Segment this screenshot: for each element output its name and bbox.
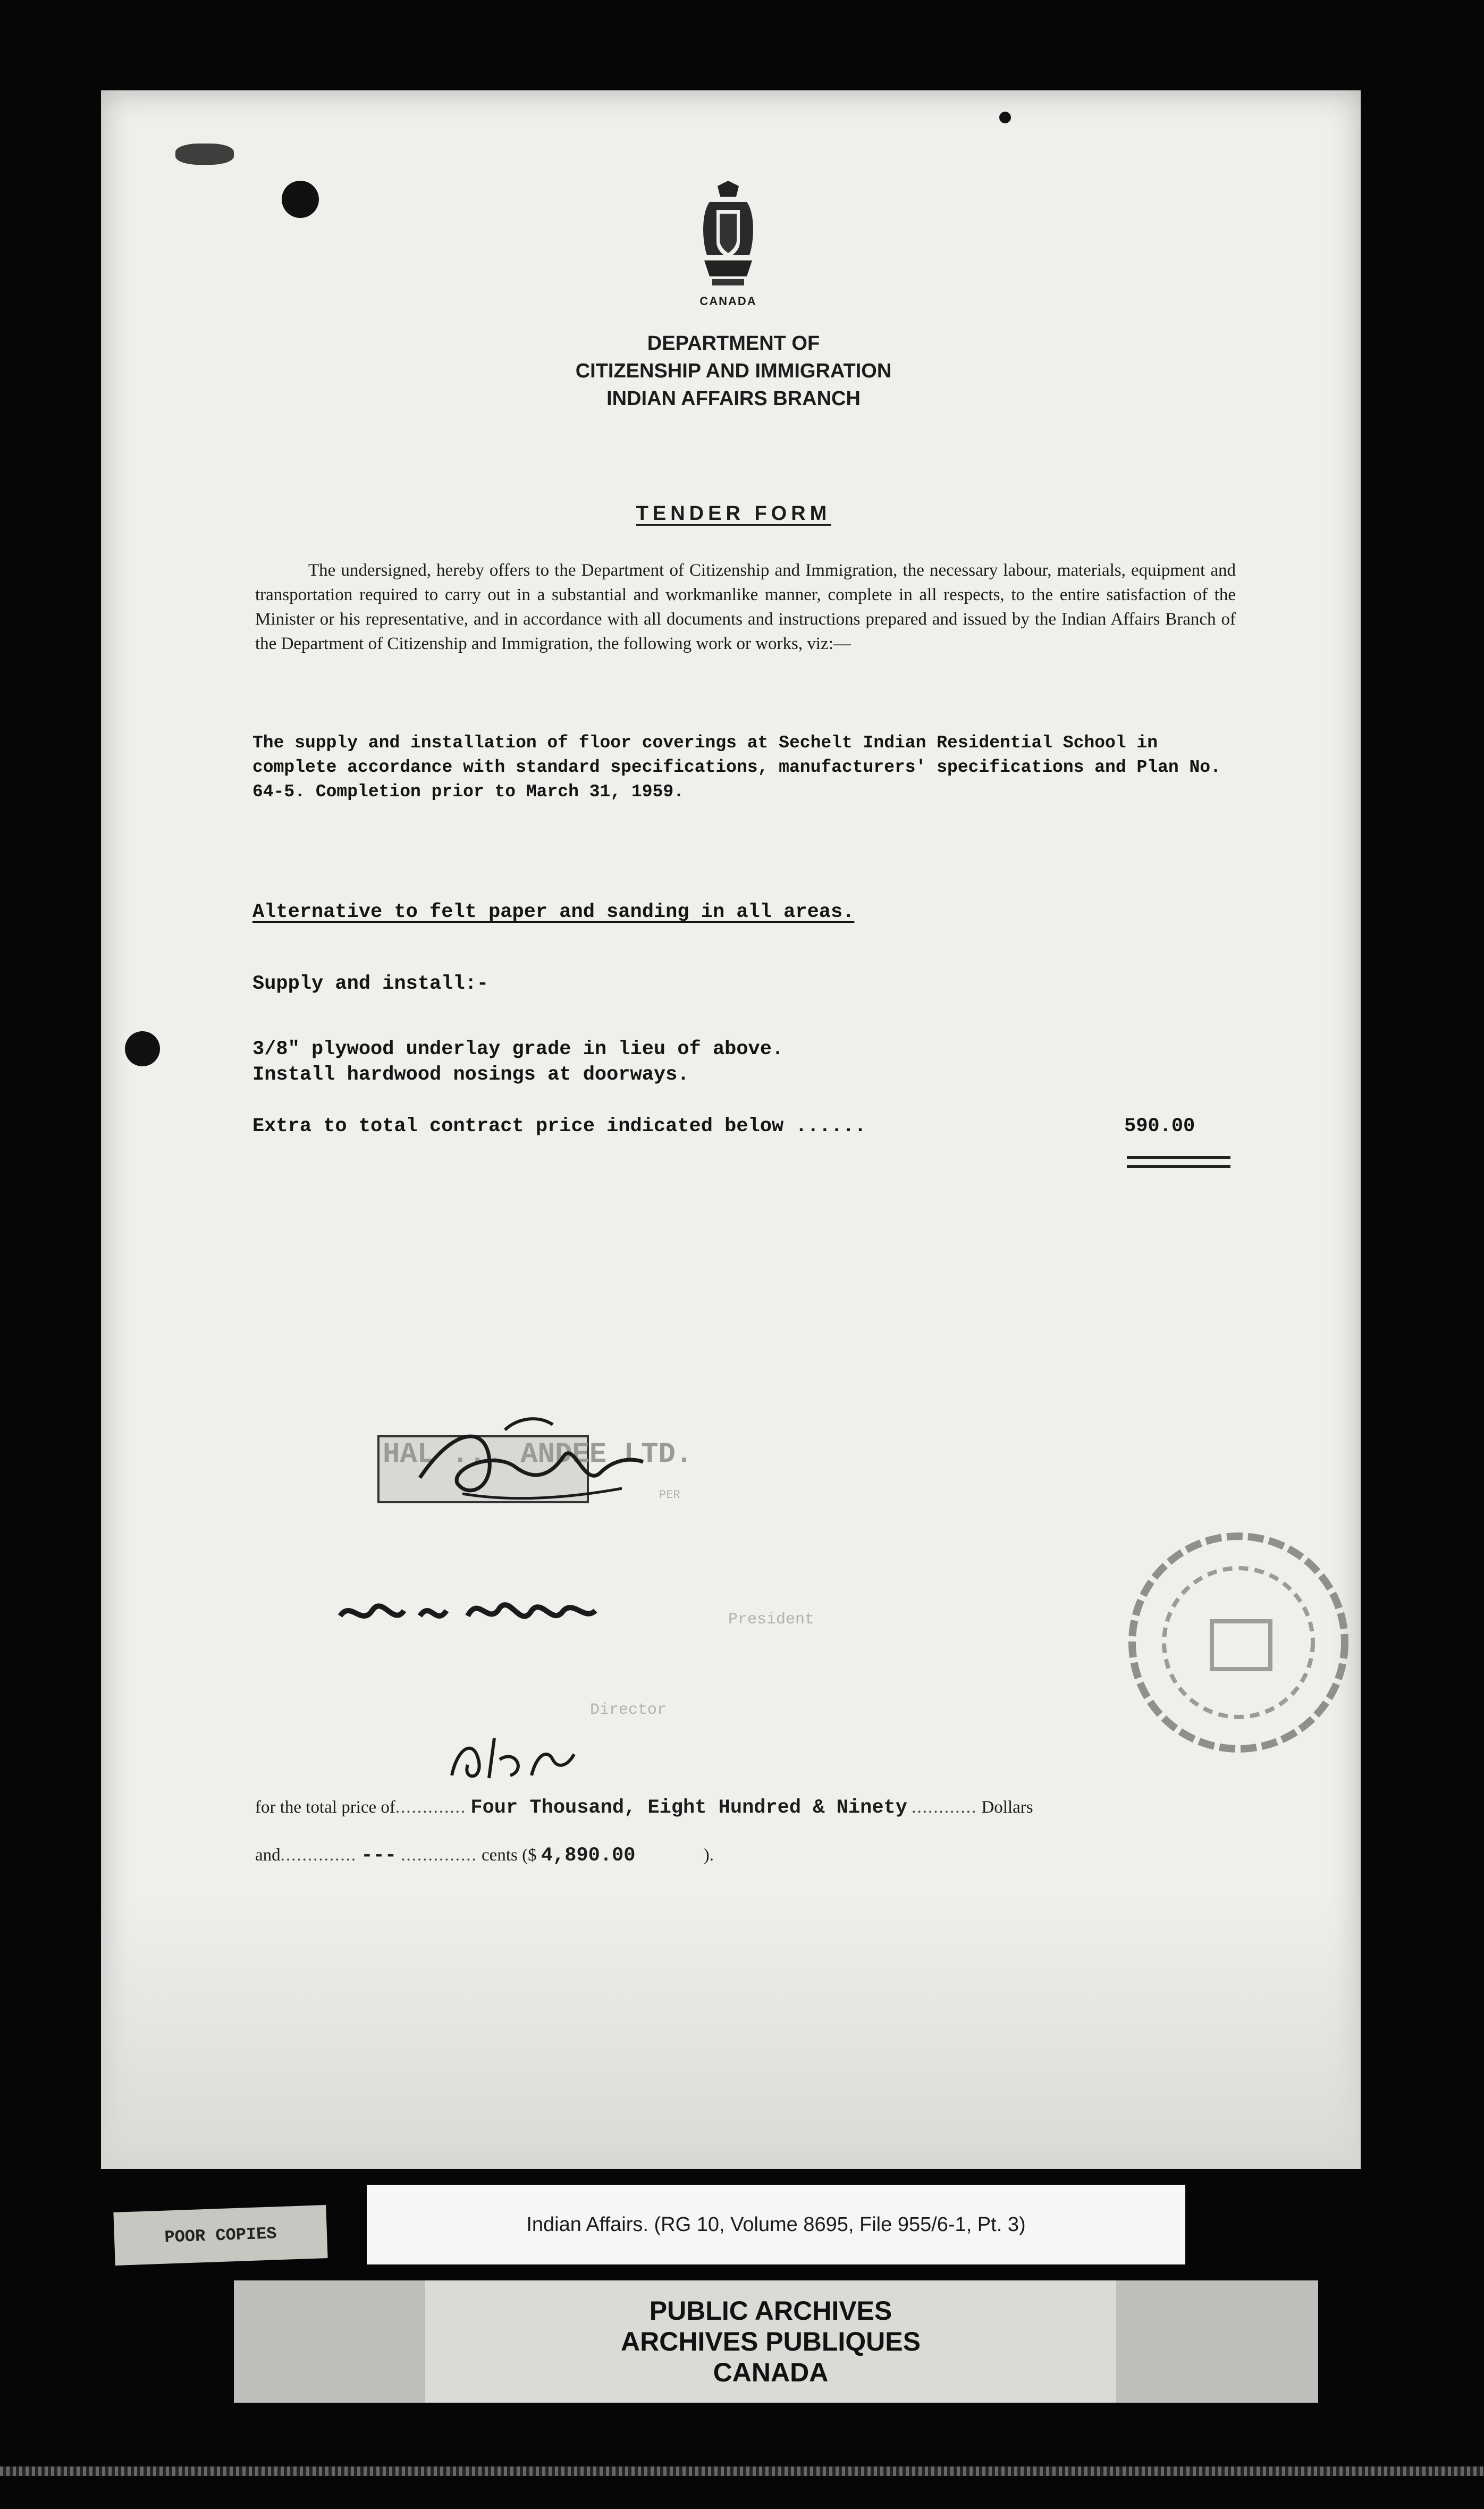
total-price-words: Four Thousand, Eight Hundred & Ninety [470,1797,907,1819]
supply-install-label: Supply and install:- [252,973,489,995]
alternative-items [252,1037,783,1088]
ink-blot [282,181,319,218]
work-description: The supply and installation of floor coverings at Sechelt Indian Residential School in complete accordance with standard specifications, manufacturers' specifications and Plan No. 64-5. Completion prior to March 31, 1959. [252,733,1221,802]
hole-punch [125,1031,160,1066]
price-close: ). [703,1846,714,1865]
public-archives-label [425,2280,1116,2403]
cents-row: and.............. --- .............. cents ($ 4,890.00 ). [255,1845,714,1867]
alternative-item-plywood: 3/8" plywood underlay grade in lieu of above. [252,1038,784,1060]
archives-line-3: CANADA [713,2358,829,2387]
total-price-dollars-label: Dollars [981,1798,1033,1817]
crest-label: CANADA [699,294,757,308]
department-line-3: INDIAN AFFAIRS BRANCH [606,388,861,410]
total-price-row: for the total price of............. Four Thousand, Eight Hundred & Ninety ............ Dollars [255,1797,1033,1819]
alternative-heading: Alternative to felt paper and sanding in all areas. [252,901,855,923]
cents-and-label: and [255,1846,281,1865]
faint-per-text: PER [659,1488,680,1502]
faint-president-text: President [728,1611,815,1629]
ink-smudge [175,144,234,165]
double-underline [1127,1156,1230,1168]
cents-value: --- [361,1845,397,1867]
form-title: TENDER FORM [636,502,831,525]
ink-dot [999,112,1011,123]
department-header [468,330,999,412]
total-price-amount: 4,890.00 [541,1845,636,1867]
total-price-prefix: for the total price of [255,1798,395,1817]
intro-paragraph: The undersigned, hereby offers to the Department of Citizenship and Immigration, the necessary labour, materials, equipment and transportation required to carry out in a substantial and workmanlike manner, complete in all respects, to the entire satisfaction of the Minister or his representative, and in accordance with all documents and instructions prepared and issued by the Indian Affairs Branch of the Department of Citizenship and Immigration, the following work or works, viz:— [255,561,1236,653]
handwritten-signature-icon [377,1409,654,1515]
extra-price-amount: 590.00 [1124,1115,1195,1138]
department-line-2: CITIZENSHIP AND IMMIGRATION [575,360,892,382]
alternative-item-nosings: Install hardwood nosings at doorways. [252,1064,689,1086]
film-edge [0,2466,1484,2476]
handwritten-initials-icon [441,1728,579,1786]
archives-line-1: PUBLIC ARCHIVES [649,2296,892,2326]
canada-coat-of-arms-icon [696,181,760,303]
received-round-stamp-icon [1122,1526,1355,1759]
archive-reference-label: Indian Affairs. (RG 10, Volume 8695, File 955/6-1, Pt. 3) [367,2185,1185,2264]
poor-copies-label: POOR COPIES [113,2205,327,2266]
extra-price-line: Extra to total contract price indicated below ...... [252,1115,866,1138]
faint-director-text: Director [590,1701,667,1719]
tender-form-page [101,90,1361,2169]
department-line-1: DEPARTMENT OF [647,332,820,355]
company-stamp-text: HAL ... ANDEE LTD. [383,1438,693,1471]
cents-label: cents ($ [482,1846,537,1865]
handwritten-address-icon [330,1579,606,1643]
archives-line-2: ARCHIVES PUBLIQUES [621,2327,921,2356]
